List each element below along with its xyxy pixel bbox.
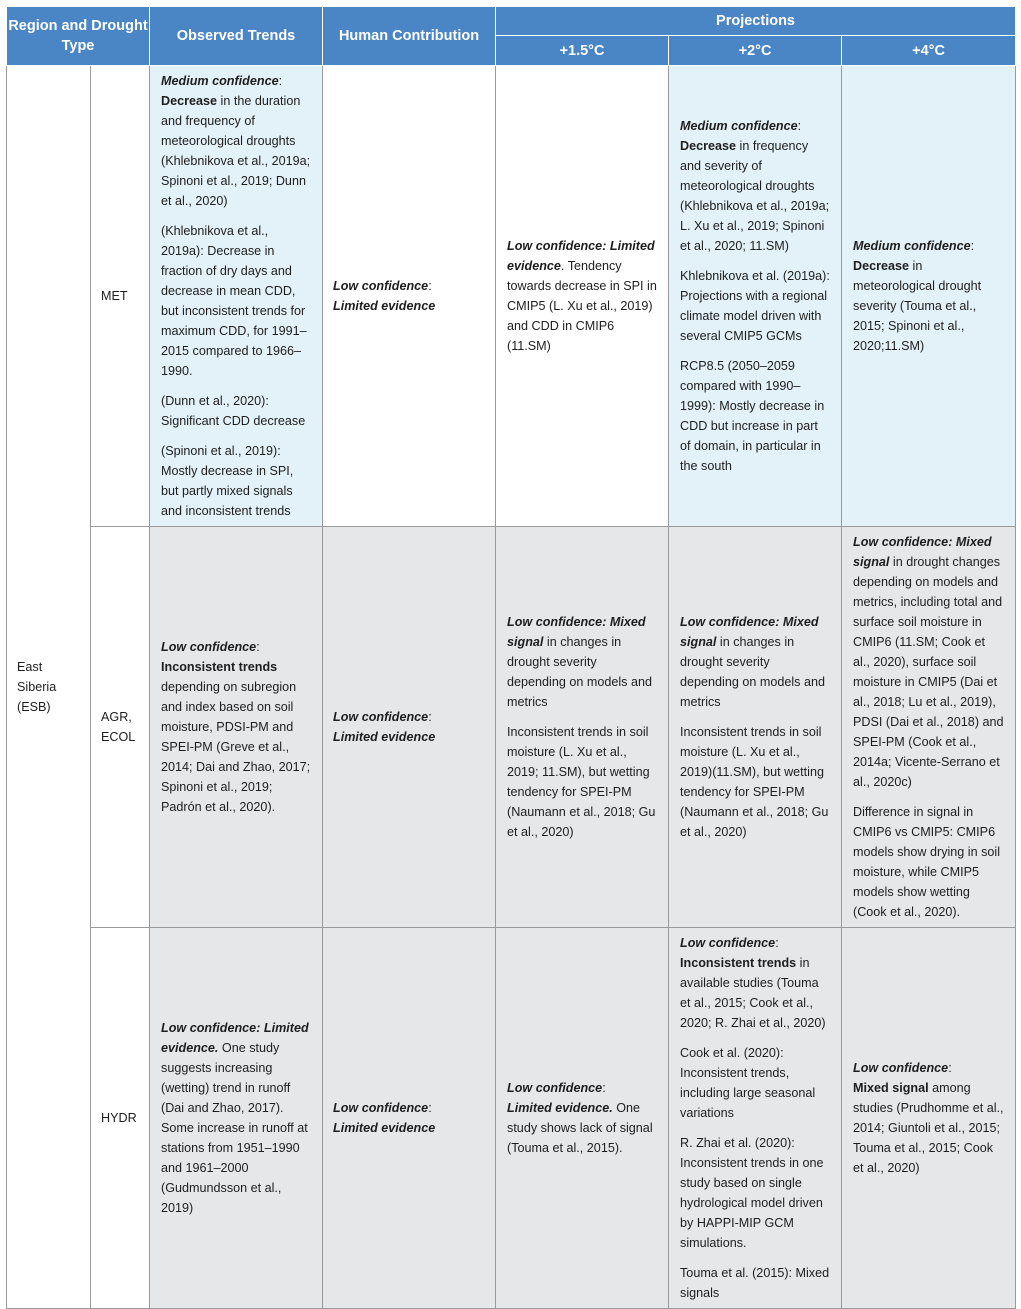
confidence-colon: : bbox=[970, 239, 975, 253]
confidence-colon: : bbox=[775, 936, 779, 950]
drought-type-hydr: HYDR bbox=[91, 928, 150, 1309]
paragraph bbox=[161, 637, 312, 817]
p2-hydr bbox=[669, 928, 842, 1309]
confidence-colon: : bbox=[256, 640, 260, 654]
paragraph-text: in drought changes depending on models and metrics, including total and surface soil moisture in CMIP6 (11.SM; Cook et al., 2020), surface soil moisture in CMIP5 (Dai et al., 2018; Lu et al., 2019), PDSI (Dai et al., 2018) and SPEI-PM (Cook et al., 2014a; Vicente-Serrano et al., 2020c) bbox=[853, 555, 1004, 789]
evidence-label: Limited evidence bbox=[333, 730, 436, 744]
header-region: Region and Drought Type bbox=[7, 7, 150, 66]
confidence-label: Low confidence bbox=[333, 1101, 429, 1115]
paragraph-text: Cook et al. (2020): Inconsistent trends, including large seasonal variations bbox=[680, 1046, 816, 1120]
header-p4: +4°C bbox=[842, 36, 1016, 66]
human-agr bbox=[323, 527, 496, 928]
header-observed: Observed Trends bbox=[150, 7, 323, 66]
key-finding: Decrease bbox=[680, 139, 737, 153]
paragraph bbox=[680, 116, 831, 256]
paragraph-text: Touma et al. (2015): Mixed signals bbox=[680, 1266, 830, 1300]
confidence-label: Low confidence bbox=[853, 535, 949, 549]
key-finding: : Limited evidence bbox=[507, 239, 655, 273]
paragraph bbox=[507, 1078, 658, 1158]
paragraph-text: depending on subregion and index based on soil moisture, PDSI-PM and SPEI-PM (Greve et al., 2014; Dai and Zhao, 2017; Spinoni et al., 2019; Padrón et al., 2020). bbox=[161, 680, 311, 814]
paragraph bbox=[680, 1043, 831, 1123]
confidence-label: Low confidence bbox=[853, 1061, 949, 1075]
human-contribution-text bbox=[333, 1098, 485, 1138]
p4-met bbox=[842, 66, 1016, 527]
confidence-label: Medium confidence bbox=[680, 119, 798, 133]
paragraph bbox=[680, 722, 831, 842]
paragraph bbox=[680, 1263, 831, 1303]
paragraph-text: (Dunn et al., 2020): Significant CDD decrease bbox=[161, 394, 306, 428]
confidence-label: Medium confidence bbox=[853, 239, 971, 253]
paragraph bbox=[853, 532, 1005, 792]
paragraph-text: Khlebnikova et al. (2019a): Projections with a regional climate model driven with several CMIP5 GCMs bbox=[680, 269, 830, 343]
paragraph bbox=[507, 612, 658, 712]
header-p15: +1.5°C bbox=[496, 36, 669, 66]
confidence-label: Low confidence bbox=[507, 1081, 603, 1095]
paragraph bbox=[680, 933, 831, 1033]
paragraph-text: Inconsistent trends in soil moisture (L. Xu et al., 2019)(11.SM), but wetting tendency for SPEI-PM (Naumann et al., 2018; Gu et al., 2020) bbox=[680, 725, 829, 839]
paragraph bbox=[161, 71, 312, 211]
evidence-label: Limited evidence bbox=[333, 299, 436, 313]
confidence-colon: : bbox=[948, 1061, 952, 1075]
paragraph-text: among studies (Prudhomme et al., 2014; Giuntoli et al., 2015; Touma et al., 2015; Cook et al., 2020) bbox=[853, 1081, 1004, 1175]
confidence-label: Low confidence bbox=[333, 279, 429, 293]
p15-met bbox=[496, 66, 669, 527]
drought-table bbox=[6, 6, 1016, 1309]
paragraph bbox=[161, 221, 312, 381]
paragraph-text: (Khlebnikova et al., 2019a): Decrease in fraction of dry days and decrease in mean CDD, but inconsistent trends for maximum CDD, for 1991–2015 compared to 1966–1990. bbox=[161, 224, 307, 378]
observed-agr bbox=[150, 527, 323, 928]
confidence-label: Low confidence bbox=[680, 615, 776, 629]
evidence-label: Limited evidence bbox=[333, 1121, 436, 1135]
key-finding: Mixed signal bbox=[853, 1081, 929, 1095]
paragraph-text: (Spinoni et al., 2019): Mostly decrease in SPI, but partly mixed signals and inconsistent trends bbox=[161, 444, 294, 518]
paragraph-text: in frequency and severity of meteorological droughts (Khlebnikova et al., 2019a; L. Xu et al., 2019; Spinoni et al., 2020; 11.SM) bbox=[680, 139, 830, 253]
confidence-colon: : bbox=[428, 710, 432, 724]
key-finding: Inconsistent trends bbox=[161, 660, 278, 674]
key-finding: Limited evidence. bbox=[507, 1101, 613, 1115]
key-finding: Inconsistent trends bbox=[680, 956, 797, 970]
observed-met bbox=[150, 66, 323, 527]
key-finding: Decrease bbox=[853, 259, 910, 273]
paragraph-text: in changes in drought severity depending on models and metrics bbox=[680, 635, 825, 709]
confidence-colon: : bbox=[428, 279, 432, 293]
paragraph-text: . Tendency towards decrease in SPI in CMIP5 (L. Xu et al., 2019) and CDD in CMIP6 (11.SM) bbox=[507, 259, 657, 353]
paragraph bbox=[853, 1058, 1005, 1178]
confidence-colon: : bbox=[797, 119, 802, 133]
table-body bbox=[7, 66, 1016, 1309]
paragraph-text: One study shows lack of signal (Touma et al., 2015). bbox=[507, 1101, 653, 1155]
p4-hydr bbox=[842, 928, 1016, 1309]
paragraph-text: Inconsistent trends in soil moisture (L. Xu et al., 2019; 11.SM), but wetting tendency for SPEI-PM (Naumann et al., 2018; Gu et al., 2020) bbox=[507, 725, 656, 839]
header-p2: +2°C bbox=[669, 36, 842, 66]
paragraph bbox=[507, 722, 658, 842]
p2-met bbox=[669, 66, 842, 527]
confidence-colon: : bbox=[428, 1101, 432, 1115]
paragraph bbox=[161, 441, 312, 521]
paragraph bbox=[680, 1133, 831, 1253]
paragraph bbox=[680, 612, 831, 712]
human-contribution-text bbox=[333, 707, 485, 747]
human-hydr bbox=[323, 928, 496, 1309]
confidence-label: Low confidence bbox=[333, 710, 429, 724]
paragraph-text: in meteorological drought severity (Touma et al., 2015; Spinoni et al., 2020;11.SM) bbox=[853, 259, 982, 353]
table-row-agr bbox=[7, 527, 1016, 928]
key-finding: : Mixed signal bbox=[507, 615, 646, 649]
key-finding: : Mixed signal bbox=[680, 615, 819, 649]
paragraph bbox=[680, 356, 831, 476]
paragraph bbox=[507, 236, 658, 356]
paragraph bbox=[680, 266, 831, 346]
human-met bbox=[323, 66, 496, 527]
confidence-label: Low confidence bbox=[161, 1021, 257, 1035]
observed-hydr bbox=[150, 928, 323, 1309]
drought-table-container bbox=[6, 6, 1016, 1309]
confidence-label: Low confidence bbox=[507, 615, 603, 629]
key-finding: : Mixed signal bbox=[853, 535, 992, 569]
paragraph-text: in available studies (Touma et al., 2015; Cook et al., 2020; R. Zhai et al., 2020) bbox=[680, 956, 826, 1030]
header-human: Human Contribution bbox=[323, 7, 496, 66]
p15-hydr bbox=[496, 928, 669, 1309]
region-cell: East Siberia (ESB) bbox=[7, 66, 91, 1309]
paragraph-text: R. Zhai et al. (2020): Inconsistent trends in one study based on single hydrological model driven by HAPPI-MIP GCM simulations. bbox=[680, 1136, 824, 1250]
paragraph bbox=[853, 802, 1005, 922]
paragraph bbox=[161, 391, 312, 431]
confidence-colon: : bbox=[602, 1081, 606, 1095]
p2-agr bbox=[669, 527, 842, 928]
confidence-label: Low confidence bbox=[507, 239, 603, 253]
paragraph-text: One study suggests increasing (wetting) trend in runoff (Dai and Zhao, 2017). Some increase in runoff at stations from 1951–1990 and 1961–2000 (Gudmundsson et al., 2019) bbox=[161, 1041, 308, 1215]
human-contribution-text bbox=[333, 276, 485, 316]
paragraph-text: in the duration and frequency of meteorological droughts (Khlebnikova et al., 2019a; Spinoni et al., 2019; Dunn et al., 2020) bbox=[161, 94, 311, 208]
confidence-label: Low confidence bbox=[161, 640, 257, 654]
p4-agr bbox=[842, 527, 1016, 928]
table-row-hydr bbox=[7, 928, 1016, 1309]
drought-type-agr: AGR, ECOL bbox=[91, 527, 150, 928]
drought-type-met: MET bbox=[91, 66, 150, 527]
key-finding: : Limited evidence. bbox=[161, 1021, 309, 1055]
key-finding: Decrease bbox=[161, 94, 218, 108]
paragraph bbox=[161, 1018, 312, 1218]
paragraph bbox=[853, 236, 1005, 356]
paragraph-text: RCP8.5 (2050–2059 compared with 1990–1999): Mostly decrease in CDD but increase in part of domain, in particular in the south bbox=[680, 359, 825, 473]
header-projections: Projections bbox=[496, 7, 1016, 36]
table-row-met bbox=[7, 66, 1016, 527]
paragraph-text: in changes in drought severity depending on models and metrics bbox=[507, 635, 652, 709]
paragraph-text: Difference in signal in CMIP6 vs CMIP5: CMIP6 models show drying in soil moisture, while CMIP5 models show wetting (Cook et al., 2020). bbox=[853, 805, 1001, 919]
p15-agr bbox=[496, 527, 669, 928]
confidence-colon: : bbox=[278, 74, 283, 88]
confidence-label: Medium confidence bbox=[161, 74, 279, 88]
confidence-label: Low confidence bbox=[680, 936, 776, 950]
